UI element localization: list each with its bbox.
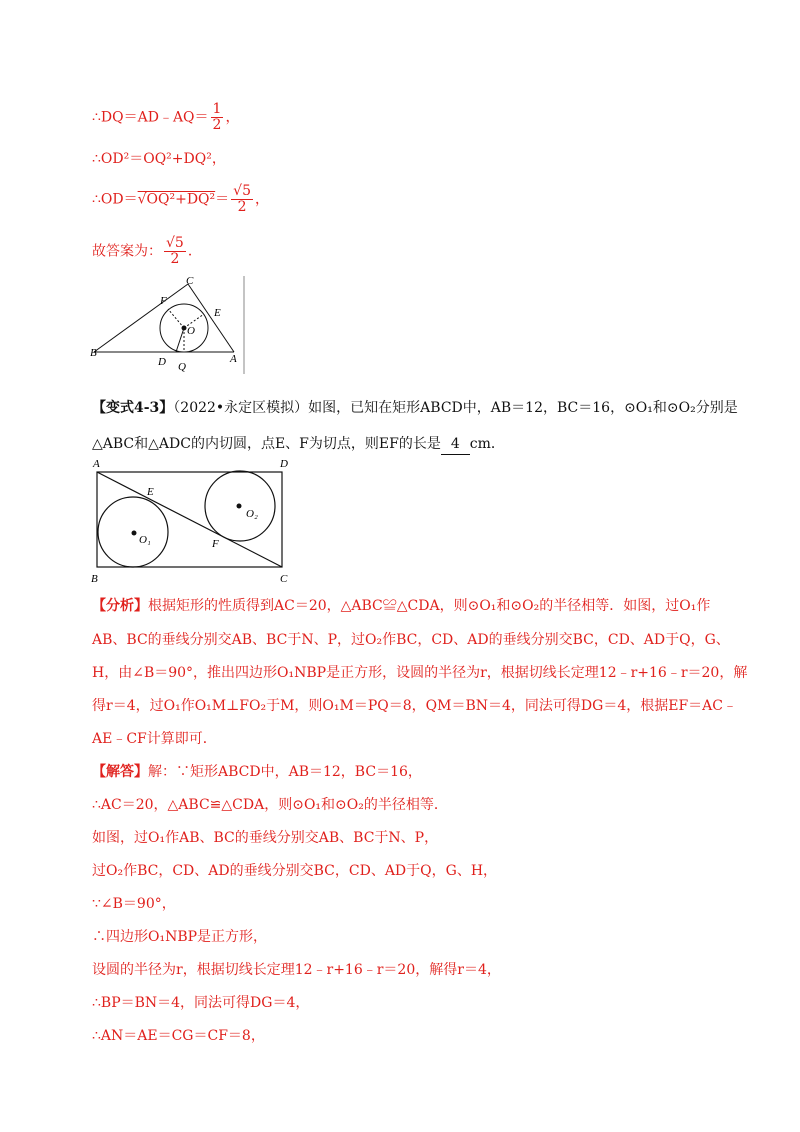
solution-tag: 【解答】 xyxy=(92,764,148,780)
solution-line-dq: ∴DQ＝AD﹣AQ＝ $\frac{1}{2}$ ， xyxy=(92,101,240,133)
problem-tag: 【变式4-3】 xyxy=(92,400,174,416)
label-e2: E xyxy=(147,486,154,498)
answer-fraction: $\frac{√5}{2}$ xyxy=(166,235,184,267)
label-c2: C xyxy=(280,573,288,585)
solution-line-od: ∴OD＝√OQ²+DQ²＝ $\frac{√5}{2}$ ， xyxy=(92,183,269,215)
label-q: Q xyxy=(178,361,186,373)
solution-line-5: ∵∠B＝90°， xyxy=(92,896,176,912)
answer-blank: 4 xyxy=(441,434,470,455)
label-f2: F xyxy=(212,538,219,550)
triangle-incircle-figure xyxy=(90,276,252,374)
problem-line-2: △ABC和△ADC的内切圆，点E、F为切点，则EF的长是 4 cm． xyxy=(92,434,505,455)
answer-line: 故答案为： $\frac{√5}{2}$ ． xyxy=(92,235,202,267)
label-o1: O₁ xyxy=(139,534,151,546)
analysis-line-5: AE﹣CF计算即可． xyxy=(92,731,217,747)
label-b2: B xyxy=(91,573,98,585)
analysis-line-3: H，由∠B＝90°，推出四边形O₁NBP是正方形，设圆的半径为r，根据切线长定理12﹣r+16﹣r＝20，解 xyxy=(92,665,748,681)
od-root: √OQ²+DQ² xyxy=(137,191,216,208)
label-d: D xyxy=(158,356,166,368)
label-a: A xyxy=(230,353,237,365)
solution-line-2: ∴AC＝20，△ABC≌△CDA，则⊙O₁和⊙O₂的半径相等． xyxy=(92,797,448,813)
solution-line-1: 【解答】解：∵矩形ABCD中，AB＝12，BC＝16， xyxy=(92,764,422,780)
label-o: O xyxy=(187,325,195,337)
od-fraction: $\frac{√5}{2}$ xyxy=(233,183,251,215)
solution-line-7: 设圆的半径为r，根据切线长定理12﹣r+16﹣r＝20，解得r＝4， xyxy=(92,962,501,978)
label-a2: A xyxy=(93,458,100,470)
analysis-tag: 【分析】 xyxy=(92,598,148,614)
label-c: C xyxy=(186,276,194,287)
solution-line-9: ∴AN＝AE＝CG＝CF＝8， xyxy=(92,1028,265,1044)
dq-fraction: $\frac{1}{2}$ xyxy=(212,101,222,133)
analysis-line-4: 得r＝4，过O₁作O₁M⊥FO₂于M，则O₁M＝PQ＝8，QM＝BN＝4，同法可得DG＝4，根据EF＝AC﹣ xyxy=(92,698,737,714)
solution-line-4: 过O₂作BC，CD、AD的垂线分别交BC，CD、AD于Q，G、H， xyxy=(92,863,498,879)
label-e: E xyxy=(214,307,221,319)
label-b: B xyxy=(90,347,97,359)
analysis-line-2: AB、BC的垂线分别交AB、BC于N、P，过O₂作BC，CD、AD的垂线分别交BC，CD、AD于Q，G、 xyxy=(92,632,730,648)
label-d2: D xyxy=(280,458,288,470)
rectangle-incircles-figure xyxy=(88,455,298,585)
label-f: F xyxy=(160,295,167,307)
solution-line-3: 如图，过O₁作AB、BC的垂线分别交AB、BC于N、P， xyxy=(92,830,439,846)
solution-line-od-squared: ∴OD²＝OQ²+DQ²， xyxy=(92,151,226,167)
problem-line-1: 【变式4-3】（2022•永定区模拟）如图，已知在矩形ABCD中，AB＝12，BC＝16，⊙O₁和⊙O₂分别是 xyxy=(92,400,738,416)
label-o2: O₂ xyxy=(246,508,258,520)
dq-prefix: ∴DQ＝AD﹣AQ＝ xyxy=(92,109,209,126)
solution-line-6: ∴四边形O₁NBP是正方形， xyxy=(92,929,268,945)
solution-line-8: ∴BP＝BN＝4，同法可得DG＝4， xyxy=(92,995,310,1011)
analysis-line-1: 【分析】根据矩形的性质得到AC＝20，△ABC≌△CDA，则⊙O₁和⊙O₂的半径相等．如图，过O₁作 xyxy=(92,598,711,614)
